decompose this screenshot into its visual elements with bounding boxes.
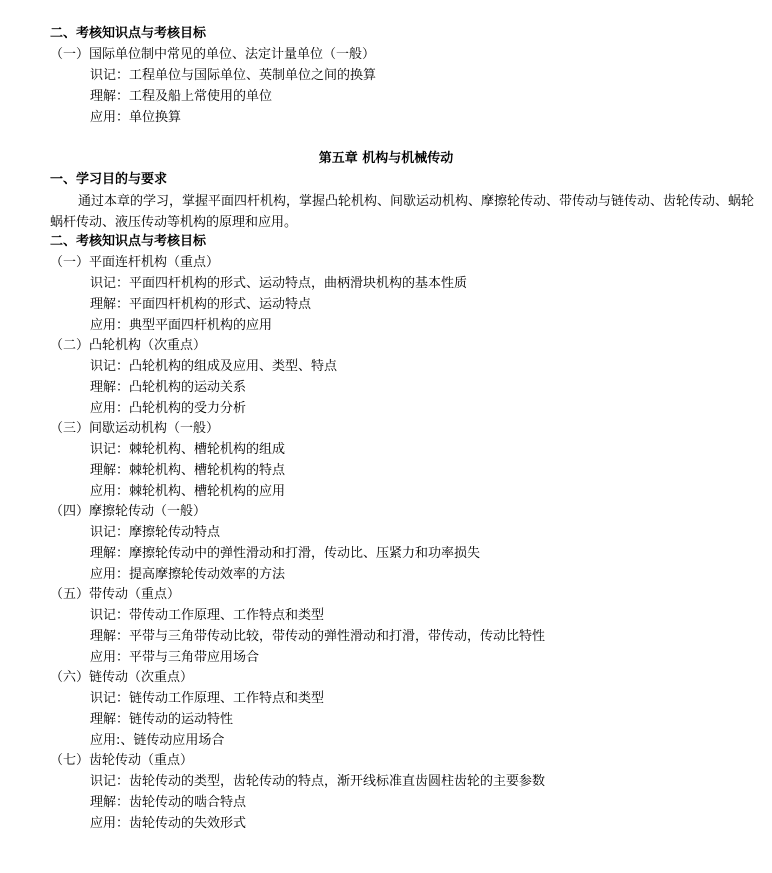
chapter-title: 第五章 机构与机械传动 — [318, 151, 454, 166]
knowledge-point-title: （一）平面连杆机构（重点） — [50, 255, 220, 270]
objective-item: 理解：链传动的运动特性 — [90, 712, 234, 727]
knowledge-point-title: （三）间歇运动机构（一般） — [50, 421, 220, 436]
objective-item: 识记：工程单位与国际单位、英制单位之间的换算 — [90, 68, 377, 83]
knowledge-point-title: （六）链传动（次重点） — [50, 670, 194, 685]
knowledge-point-title: （五）带传动（重点） — [50, 587, 181, 602]
knowledge-point-title: （二）凸轮机构（次重点） — [50, 338, 207, 353]
objective-item: 应用:、链传动应用场合 — [90, 733, 225, 748]
objective-item: 应用：棘轮机构、槽轮机构的应用 — [90, 484, 286, 499]
objective-item: 应用：齿轮传动的失效形式 — [90, 816, 247, 831]
objective-item: 识记：链传动工作原理、工作特点和类型 — [90, 691, 325, 706]
knowledge-point-title: （一）国际单位制中常见的单位、法定计量单位（一般） — [50, 47, 376, 62]
objective-item: 理解：平面四杆机构的形式、运动特点 — [90, 297, 312, 312]
objective-item: 识记：棘轮机构、槽轮机构的组成 — [90, 442, 286, 457]
knowledge-point-title: （四）摩擦轮传动（一般） — [50, 504, 207, 519]
knowledge-point-title: （七）齿轮传动（重点） — [50, 753, 194, 768]
objective-item: 理解：棘轮机构、槽轮机构的特点 — [90, 463, 286, 478]
study-paragraph: 通过本章的学习，掌握平面四杆机构，掌握凸轮机构、间歇运动机构、摩擦轮传动、带传动与链传动、齿轮传动、蜗轮蜗杆传动、液压传动等机构的原理和应用。 — [50, 194, 755, 230]
section-heading: 一、学习目的与要求 — [50, 172, 168, 187]
objective-item: 应用：典型平面四杆机构的应用 — [90, 318, 273, 333]
section-heading: 二、考核知识点与考核目标 — [50, 234, 207, 249]
objective-item: 应用：平带与三角带应用场合 — [90, 650, 260, 665]
objective-item: 应用：提高摩擦轮传动效率的方法 — [90, 567, 286, 582]
objective-item: 识记：摩擦轮传动特点 — [90, 525, 221, 540]
objective-item: 识记：齿轮传动的类型，齿轮传动的特点，渐开线标准直齿圆柱齿轮的主要参数 — [90, 774, 546, 789]
objective-item: 理解：摩擦轮传动中的弹性滑动和打滑，传动比、压紧力和功率损失 — [90, 546, 481, 561]
objective-item: 理解：凸轮机构的运动关系 — [90, 380, 247, 395]
objective-item: 理解：齿轮传动的啮合特点 — [90, 795, 247, 810]
objective-item: 应用：单位换算 — [90, 110, 182, 125]
objective-item: 应用：凸轮机构的受力分析 — [90, 401, 247, 416]
objective-item: 识记：带传动工作原理、工作特点和类型 — [90, 608, 325, 623]
objective-item: 识记：平面四杆机构的形式、运动特点，曲柄滑块机构的基本性质 — [90, 276, 468, 291]
objective-item: 识记：凸轮机构的组成及应用、类型、特点 — [90, 359, 338, 374]
objective-item: 理解：工程及船上常使用的单位 — [90, 89, 273, 104]
section-heading: 二、考核知识点与考核目标 — [50, 26, 207, 41]
objective-item: 理解：平带与三角带传动比较，带传动的弹性滑动和打滑，带传动，传动比特性 — [90, 629, 546, 644]
